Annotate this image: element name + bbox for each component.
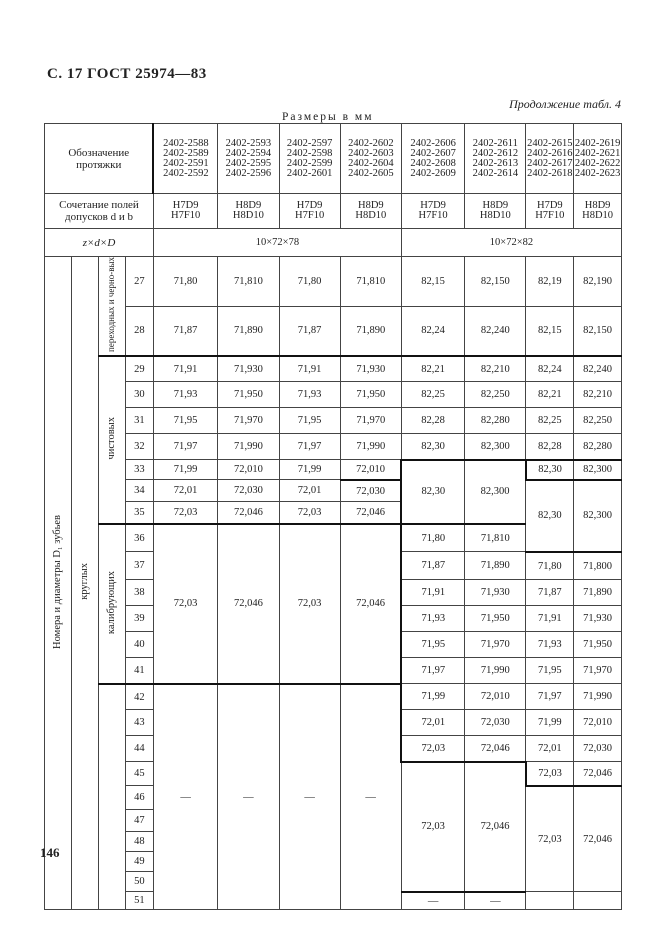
calibrating-row-label: калибрующих bbox=[98, 524, 125, 684]
table-row bbox=[45, 408, 622, 434]
designation-label: Обозначение протяжки bbox=[45, 124, 154, 194]
value-cell: 82,190 bbox=[574, 257, 622, 307]
tooth-number: 27 bbox=[125, 257, 153, 307]
fit-cell: H8D9 H8D10 bbox=[574, 194, 622, 229]
tooth-number: 29 bbox=[125, 356, 153, 382]
value-cell: 82,250 bbox=[465, 382, 526, 408]
value-cell: 72,030 bbox=[465, 710, 526, 736]
value-cell: 82,25 bbox=[526, 408, 574, 434]
value-cell: 72,03 bbox=[153, 502, 217, 524]
tooth-number: 28 bbox=[125, 306, 153, 356]
main-row-label: Номера и диаметры D₁ зубьев bbox=[45, 257, 72, 910]
table-row bbox=[45, 382, 622, 408]
designation-cell: 2402-2597 2402-2598 2402-2599 2402-2601 bbox=[279, 124, 340, 194]
value-cell: 72,010 bbox=[465, 684, 526, 710]
value-cell: 71,80 bbox=[526, 552, 574, 580]
value-cell: 71,91 bbox=[279, 356, 340, 382]
page-number: 146 bbox=[40, 845, 60, 860]
value-cell bbox=[526, 892, 574, 910]
tooth-number: 34 bbox=[125, 480, 153, 502]
size-group-1: 10×72×78 bbox=[153, 229, 401, 257]
continuation-note: Продолжение табл. 4 bbox=[509, 97, 621, 111]
value-cell: 82,150 bbox=[574, 306, 622, 356]
value-cell: 82,300 bbox=[574, 460, 622, 480]
value-cell: 71,99 bbox=[526, 710, 574, 736]
value-cell: 71,810 bbox=[465, 524, 526, 552]
value-cell: 71,890 bbox=[465, 552, 526, 580]
value-cell: 71,87 bbox=[279, 306, 340, 356]
value-cell: 71,87 bbox=[401, 552, 464, 580]
value-cell: 71,990 bbox=[574, 684, 622, 710]
value-cell: 82,30 bbox=[526, 480, 574, 552]
value-cell: 72,030 bbox=[340, 480, 401, 502]
value-cell: 71,930 bbox=[465, 580, 526, 606]
value-cell: — bbox=[465, 892, 526, 910]
value-cell: 82,30 bbox=[401, 434, 464, 460]
table-row bbox=[45, 480, 622, 502]
zdd-label: z×d×D bbox=[45, 229, 154, 257]
value-cell: 72,010 bbox=[218, 460, 279, 480]
value-cell: 71,890 bbox=[574, 580, 622, 606]
value-cell: 71,970 bbox=[340, 408, 401, 434]
value-cell: 72,03 bbox=[279, 524, 340, 684]
value-cell: 71,95 bbox=[279, 408, 340, 434]
value-cell: 71,80 bbox=[279, 257, 340, 307]
value-cell: 72,03 bbox=[279, 502, 340, 524]
value-cell: 71,97 bbox=[279, 434, 340, 460]
value-cell: 71,990 bbox=[340, 434, 401, 460]
value-cell: 71,91 bbox=[153, 356, 217, 382]
value-cell: 71,890 bbox=[218, 306, 279, 356]
value-cell: 71,930 bbox=[574, 606, 622, 632]
value-cell: 71,810 bbox=[340, 257, 401, 307]
value-cell: 71,93 bbox=[401, 606, 464, 632]
value-cell: 72,046 bbox=[340, 524, 401, 684]
value-cell: 72,046 bbox=[340, 502, 401, 524]
value-cell: 71,990 bbox=[218, 434, 279, 460]
table-row bbox=[45, 257, 622, 307]
tooth-number: 47 bbox=[125, 810, 153, 832]
value-cell: 71,93 bbox=[279, 382, 340, 408]
tooth-number: 33 bbox=[125, 460, 153, 480]
value-cell: 72,03 bbox=[153, 524, 217, 684]
tooth-number: 51 bbox=[125, 892, 153, 910]
value-cell: 71,87 bbox=[526, 580, 574, 606]
value-cell: 72,03 bbox=[526, 786, 574, 892]
table-row bbox=[45, 306, 622, 356]
value-cell: 72,010 bbox=[340, 460, 401, 480]
value-cell: 71,930 bbox=[340, 356, 401, 382]
value-cell: 82,240 bbox=[574, 356, 622, 382]
tooth-number: 44 bbox=[125, 736, 153, 762]
value-cell: 71,890 bbox=[340, 306, 401, 356]
value-cell: 82,280 bbox=[465, 408, 526, 434]
page-header: С. 17 ГОСТ 25974—83 bbox=[47, 66, 207, 82]
tooth-number: 46 bbox=[125, 786, 153, 810]
fits-row bbox=[45, 194, 622, 229]
tooth-number: 30 bbox=[125, 382, 153, 408]
value-cell: 82,300 bbox=[465, 434, 526, 460]
designation-cell: 2402-2593 2402-2594 2402-2595 2402-2596 bbox=[218, 124, 279, 194]
finishing-row-label: чистовых bbox=[98, 356, 125, 524]
value-cell bbox=[574, 892, 622, 910]
value-cell: — bbox=[340, 684, 401, 910]
value-cell: 71,80 bbox=[153, 257, 217, 307]
value-cell: 71,97 bbox=[526, 684, 574, 710]
value-cell: 82,30 bbox=[526, 460, 574, 480]
value-cell: 72,010 bbox=[574, 710, 622, 736]
value-cell: 71,990 bbox=[465, 658, 526, 684]
value-cell: 71,95 bbox=[526, 658, 574, 684]
designation-cell: 2402-2602 2402-2603 2402-2604 2402-2605 bbox=[340, 124, 401, 194]
units-caption: Размеры в мм bbox=[282, 111, 374, 123]
designation-cell: 2402-2606 2402-2607 2402-2608 2402-2609 bbox=[401, 124, 464, 194]
value-cell: 71,930 bbox=[218, 356, 279, 382]
round-row-label: круглых bbox=[71, 257, 98, 910]
value-cell: — bbox=[279, 684, 340, 910]
value-cell: 82,30 bbox=[401, 460, 464, 524]
fit-cell: H7D9 H7F10 bbox=[401, 194, 464, 229]
value-cell: 72,046 bbox=[218, 502, 279, 524]
value-cell: 82,25 bbox=[401, 382, 464, 408]
value-cell: 72,030 bbox=[574, 736, 622, 762]
value-cell: 71,950 bbox=[465, 606, 526, 632]
value-cell: 71,95 bbox=[401, 632, 464, 658]
tooth-number: 43 bbox=[125, 710, 153, 736]
tooth-number: 35 bbox=[125, 502, 153, 524]
designation-cell: 2402-2619 2402-2621 2402-2622 2402-2623 bbox=[574, 124, 622, 194]
value-cell: 72,046 bbox=[574, 786, 622, 892]
tooth-number: 39 bbox=[125, 606, 153, 632]
value-cell: 72,01 bbox=[279, 480, 340, 502]
value-cell: 82,210 bbox=[465, 356, 526, 382]
value-cell: 82,24 bbox=[526, 356, 574, 382]
empty-label-cell bbox=[98, 684, 125, 910]
value-cell: 71,91 bbox=[526, 606, 574, 632]
fit-cell: H8D9 H8D10 bbox=[340, 194, 401, 229]
designation-cell: 2402-2611 2402-2612 2402-2613 2402-2614 bbox=[465, 124, 526, 194]
value-cell: 72,046 bbox=[465, 736, 526, 762]
value-cell: 82,300 bbox=[574, 480, 622, 552]
value-cell: 71,95 bbox=[153, 408, 217, 434]
fit-cell: H7D9 H7F10 bbox=[526, 194, 574, 229]
value-cell: 82,21 bbox=[401, 356, 464, 382]
value-cell: — bbox=[218, 684, 279, 910]
designation-cell: 2402-2588 2402-2589 2402-2591 2402-2592 bbox=[153, 124, 217, 194]
tooth-number: 31 bbox=[125, 408, 153, 434]
size-row bbox=[45, 229, 622, 257]
value-cell: 71,950 bbox=[340, 382, 401, 408]
fits-label: Сочетание полей допусков d и b bbox=[45, 194, 154, 229]
value-cell: 72,046 bbox=[574, 762, 622, 786]
broach-table bbox=[44, 123, 622, 910]
tooth-number: 41 bbox=[125, 658, 153, 684]
value-cell: 71,93 bbox=[526, 632, 574, 658]
value-cell: 72,01 bbox=[526, 736, 574, 762]
value-cell: 82,240 bbox=[465, 306, 526, 356]
tooth-number: 37 bbox=[125, 552, 153, 580]
value-cell: — bbox=[153, 684, 217, 910]
table-row bbox=[45, 356, 622, 382]
value-cell: 82,15 bbox=[526, 306, 574, 356]
value-cell: 82,28 bbox=[526, 434, 574, 460]
tooth-number: 49 bbox=[125, 852, 153, 872]
tooth-number: 36 bbox=[125, 524, 153, 552]
value-cell: 72,03 bbox=[401, 736, 464, 762]
fit-cell: H8D9 H8D10 bbox=[465, 194, 526, 229]
value-cell: 82,210 bbox=[574, 382, 622, 408]
table-row bbox=[45, 460, 622, 480]
value-cell: 71,80 bbox=[401, 524, 464, 552]
value-cell: 72,01 bbox=[153, 480, 217, 502]
value-cell: 72,030 bbox=[218, 480, 279, 502]
value-cell: 72,03 bbox=[526, 762, 574, 786]
value-cell: 71,97 bbox=[153, 434, 217, 460]
value-cell: 71,97 bbox=[401, 658, 464, 684]
value-cell: 72,046 bbox=[465, 762, 526, 892]
fit-cell: H7D9 H7F10 bbox=[279, 194, 340, 229]
value-cell: 82,300 bbox=[465, 460, 526, 524]
value-cell: 71,99 bbox=[279, 460, 340, 480]
tooth-number: 40 bbox=[125, 632, 153, 658]
tooth-number: 50 bbox=[125, 872, 153, 892]
tooth-number: 42 bbox=[125, 684, 153, 710]
value-cell: 71,970 bbox=[465, 632, 526, 658]
value-cell: 71,87 bbox=[153, 306, 217, 356]
value-cell: 71,91 bbox=[401, 580, 464, 606]
value-cell: 71,99 bbox=[153, 460, 217, 480]
value-cell: 72,03 bbox=[401, 762, 464, 892]
table-row bbox=[45, 434, 622, 460]
tooth-number: 48 bbox=[125, 832, 153, 852]
value-cell: 82,150 bbox=[465, 257, 526, 307]
value-cell: 82,15 bbox=[401, 257, 464, 307]
size-group-2: 10×72×82 bbox=[401, 229, 621, 257]
fit-cell: H7D9 H7F10 bbox=[153, 194, 217, 229]
value-cell: 82,250 bbox=[574, 408, 622, 434]
value-cell: 71,970 bbox=[574, 658, 622, 684]
value-cell: 71,970 bbox=[218, 408, 279, 434]
value-cell: 82,28 bbox=[401, 408, 464, 434]
value-cell: 72,01 bbox=[401, 710, 464, 736]
fit-cell: H8D9 H8D10 bbox=[218, 194, 279, 229]
value-cell: 71,800 bbox=[574, 552, 622, 580]
value-cell: 82,21 bbox=[526, 382, 574, 408]
value-cell: 71,810 bbox=[218, 257, 279, 307]
value-cell: 71,950 bbox=[574, 632, 622, 658]
value-cell: 71,99 bbox=[401, 684, 464, 710]
value-cell: 82,24 bbox=[401, 306, 464, 356]
value-cell: 71,93 bbox=[153, 382, 217, 408]
value-cell: 82,280 bbox=[574, 434, 622, 460]
tooth-number: 32 bbox=[125, 434, 153, 460]
value-cell: 72,046 bbox=[218, 524, 279, 684]
value-cell: 71,950 bbox=[218, 382, 279, 408]
designation-cell: 2402-2615 2402-2616 2402-2617 2402-2618 bbox=[526, 124, 574, 194]
value-cell: 82,19 bbox=[526, 257, 574, 307]
tooth-number: 38 bbox=[125, 580, 153, 606]
value-cell: — bbox=[401, 892, 464, 910]
table-row bbox=[45, 684, 622, 710]
tooth-number: 45 bbox=[125, 762, 153, 786]
transitional-row-label: переходных и черно-вых bbox=[98, 257, 125, 356]
designation-row bbox=[45, 124, 622, 194]
